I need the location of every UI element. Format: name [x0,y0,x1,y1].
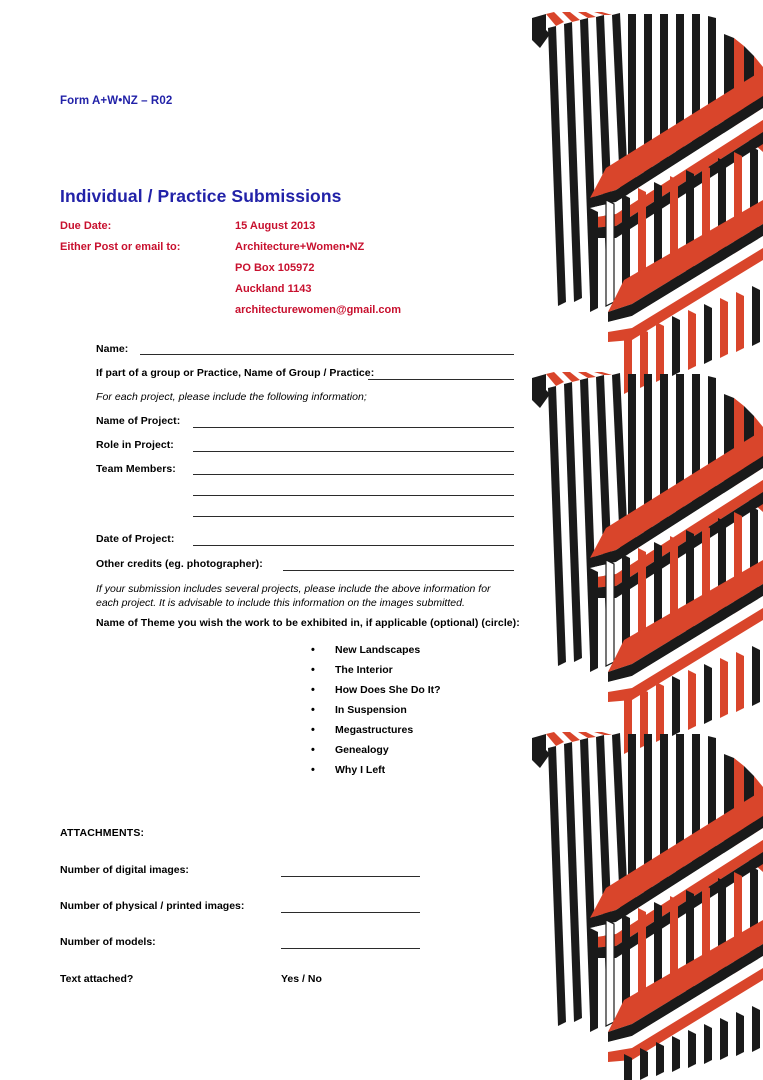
theme-option-label: Megastructures [335,724,414,736]
theme-option-label: How Does She Do It? [335,684,441,696]
bullet-icon: • [311,664,315,676]
other-credits-input-rule[interactable] [283,570,514,571]
project-name-input-rule[interactable] [193,427,514,428]
theme-options-list [300,640,441,780]
contact-email: architecturewomen@gmail.com [235,304,401,316]
role-label: Role in Project: [96,439,174,451]
attachment-input-physical-images[interactable] [281,912,420,913]
team-members-input-rule-2[interactable] [193,495,514,496]
theme-prompt: Name of Theme you wish the work to be exhibited in, if applicable (optional) (circle): [96,617,520,629]
theme-option-in-suspension[interactable] [300,700,441,720]
team-members-input-rule-3[interactable] [193,516,514,517]
contact-label: Either Post or email to: [60,241,181,253]
other-credits-label: Other credits (eg. photographer): [96,558,263,570]
theme-option-how-does-she-do-it[interactable] [300,680,441,700]
theme-option-label: In Suspension [335,704,407,716]
contact-city: Auckland 1143 [235,283,312,295]
theme-option-new-landscapes[interactable] [300,640,441,660]
project-info-note: For each project, please include the following information; [96,391,367,403]
attachment-input-models[interactable] [281,948,420,949]
attachment-input-digital-images[interactable] [281,876,420,877]
due-date-label: Due Date: [60,220,112,232]
contact-pobox: PO Box 105972 [235,262,315,274]
bullet-icon: • [311,704,315,716]
attachments-heading: ATTACHMENTS: [60,827,145,839]
theme-option-megastructures[interactable] [300,720,441,740]
theme-option-label: New Landscapes [335,644,421,656]
group-practice-label: If part of a group or Practice, Name of Group / Practice: [96,367,375,379]
team-members-label: Team Members: [96,463,176,475]
project-date-input-rule[interactable] [193,545,514,546]
project-name-label: Name of Project: [96,415,181,427]
attachment-label-models: Number of models: [60,936,156,948]
bullet-icon: • [311,744,315,756]
page-title: Individual / Practice Submissions [60,186,342,206]
bullet-icon: • [311,764,315,776]
theme-option-genealogy[interactable] [300,740,441,760]
attachment-label-physical-images: Number of physical / printed images: [60,900,245,912]
team-members-input-rule-1[interactable] [193,474,514,475]
bullet-icon: • [311,644,315,656]
name-label: Name: [96,343,129,355]
theme-option-the-interior[interactable] [300,660,441,680]
role-input-rule[interactable] [193,451,514,452]
theme-option-label: The Interior [335,664,393,676]
name-input-rule[interactable] [140,354,514,355]
contact-org: Architecture+Women•NZ [235,241,365,253]
due-date-value: 15 August 2013 [235,220,316,232]
group-practice-input-rule[interactable] [368,379,514,380]
form-code: Form A+W•NZ – R02 [60,95,173,107]
attachment-label-digital-images: Number of digital images: [60,864,189,876]
project-date-label: Date of Project: [96,533,175,545]
attachment-label-text-attached: Text attached? [60,973,134,985]
bullet-icon: • [311,724,315,736]
theme-option-label: Genealogy [335,744,389,756]
attachment-value-text-attached[interactable]: Yes / No [281,973,322,985]
bullet-icon: • [311,684,315,696]
theme-option-why-i-left[interactable] [300,760,441,780]
multi-project-note: If your submission includes several projects, please include the above information for each project. It is advisable to include this information on the images submitted. [96,583,491,609]
theme-option-label: Why I Left [335,764,386,776]
